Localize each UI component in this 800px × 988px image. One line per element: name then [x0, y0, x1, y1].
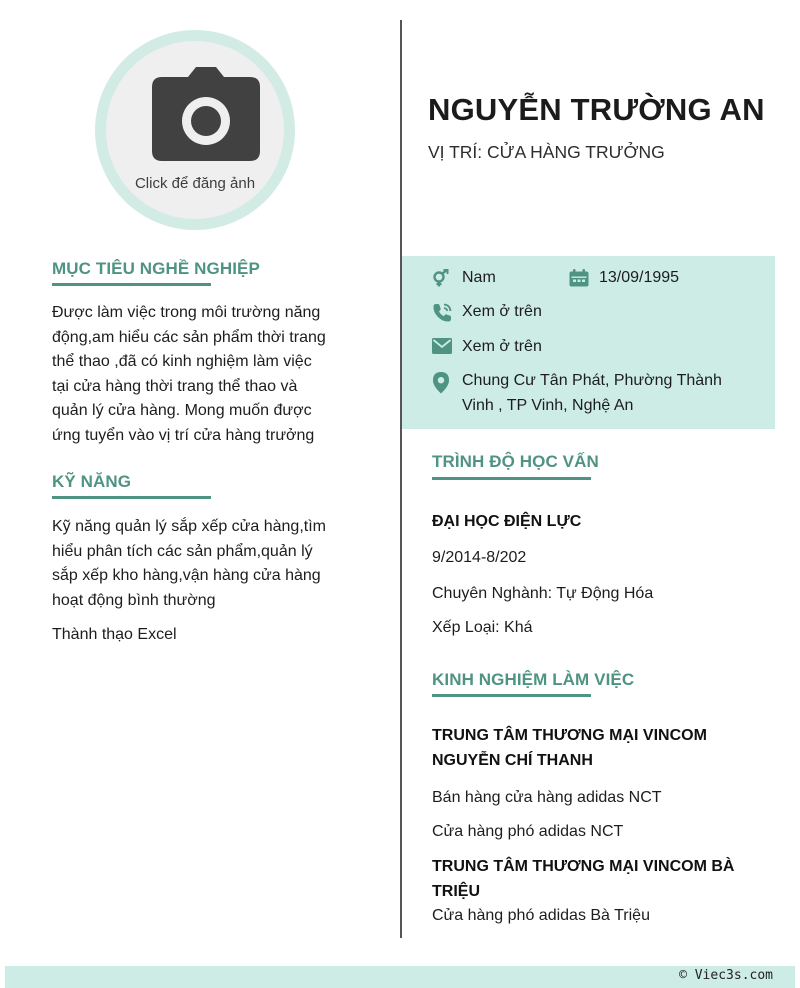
skills-line: Kỹ năng quản lý sắp xếp cửa hàng,tìm — [52, 518, 326, 535]
objective-line: động,am hiểu các sản phẩm thời trang — [52, 328, 326, 346]
email-icon — [432, 335, 462, 354]
experience-company-2 — [432, 855, 734, 904]
address-line-1: Chung Cư Tân Phát, Phường Thành — [462, 372, 722, 389]
education-heading-underline — [432, 477, 591, 480]
objective-heading-underline — [52, 283, 211, 286]
address-value — [462, 369, 722, 418]
skills-line: hiểu phân tích các sản phẩm,quản lý — [52, 542, 313, 560]
address-row — [432, 369, 722, 418]
objective-text — [52, 301, 352, 449]
experience-role-1b: Cửa hàng phó adidas NCT — [432, 823, 624, 840]
gender-row — [432, 266, 496, 291]
education-major: Chuyên Nghành: Tự Động Hóa — [432, 585, 654, 602]
company-1-line-2: NGUYỄN CHÍ THANH — [432, 751, 593, 769]
camera-icon — [152, 67, 260, 161]
calendar-icon — [569, 266, 599, 287]
footer-copyright: © Viec3s.com — [679, 968, 773, 983]
skills-heading-underline — [52, 496, 211, 499]
education-period: 9/2014-8/202 — [432, 549, 527, 566]
phone-icon — [432, 300, 462, 323]
objective-line: thể thao ,đã có kinh nghiệm làm việc — [52, 353, 312, 371]
column-divider — [400, 20, 402, 938]
objective-line: quản lý cửa hàng. Mong muốn được — [52, 402, 312, 420]
experience-heading-underline — [432, 694, 591, 697]
birthday-row — [569, 266, 679, 291]
email-row — [432, 335, 542, 360]
objective-line: ứng tuyển vào vị trí cửa hàng trưởng — [52, 426, 315, 444]
address-line-2: Vinh , TP Vinh, Nghệ An — [462, 396, 634, 414]
gender-value: Nam — [462, 269, 496, 286]
phone-value: Xem ở trên — [462, 303, 542, 320]
objective-line: tại cửa hàng thời trang thể thao và — [52, 377, 298, 395]
education-school: ĐẠI HỌC ĐIỆN LỰC — [432, 513, 582, 530]
avatar-placeholder[interactable] — [106, 41, 284, 219]
experience-heading: KINH NGHIỆM LÀM VIỆC — [432, 670, 635, 689]
skills-extra: Thành thạo Excel — [52, 626, 177, 643]
gender-icon — [432, 266, 462, 287]
company-2-line-2: TRIỆU — [432, 882, 480, 900]
objective-line: Được làm việc trong môi trường năng — [52, 304, 321, 321]
skills-line: sắp xếp kho hàng,vận hàng cửa hàng — [52, 567, 321, 585]
candidate-position: VỊ TRÍ: CỬA HÀNG TRƯỞNG — [428, 142, 665, 162]
experience-role-1a: Bán hàng cửa hàng adidas NCT — [432, 789, 662, 806]
avatar-upload[interactable] — [95, 30, 295, 230]
skills-line: hoạt động bình thường — [52, 591, 216, 609]
education-heading: TRÌNH ĐỘ HỌC VẤN — [432, 452, 599, 471]
education-grade: Xếp Loại: Khá — [432, 619, 533, 636]
location-pin-icon — [432, 369, 462, 394]
skills-heading: KỸ NĂNG — [52, 472, 132, 491]
skills-text — [52, 515, 352, 613]
objective-heading: MỤC TIÊU NGHỀ NGHIỆP — [52, 259, 260, 278]
footer-bar — [5, 966, 795, 988]
experience-company-1 — [432, 724, 707, 773]
phone-row — [432, 300, 542, 325]
candidate-name: NGUYỄN TRƯỜNG AN — [428, 92, 765, 127]
company-2-line-1: TRUNG TÂM THƯƠNG MẠI VINCOM BÀ — [432, 858, 735, 875]
company-1-line-1: TRUNG TÂM THƯƠNG MẠI VINCOM — [432, 727, 707, 744]
avatar-upload-label: Click để đăng ảnh — [134, 175, 256, 192]
email-value: Xem ở trên — [462, 338, 542, 355]
experience-role-2: Cửa hàng phó adidas Bà Triệu — [432, 907, 650, 924]
birthday-value: 13/09/1995 — [599, 269, 680, 286]
